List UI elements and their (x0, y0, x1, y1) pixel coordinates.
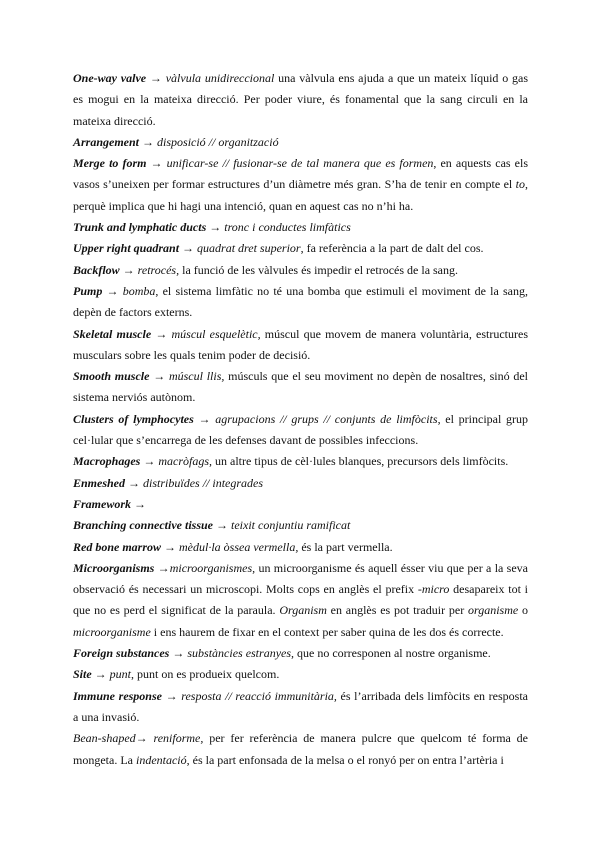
definition: , fa referència a la part de dalt del cos. (300, 241, 484, 256)
entry-pump (73, 281, 528, 324)
translation: microorganismes, (169, 560, 256, 575)
definition: múscul que movem de manera voluntària, estructures musculars sobre les quals tenim poder de decisió. (73, 326, 528, 362)
entry-immune-response (73, 686, 528, 729)
term: Trunk and lymphatic ducts (73, 220, 207, 235)
arrow: → (140, 454, 159, 469)
arrow: → (135, 731, 154, 746)
translation: reniforme, (153, 731, 204, 746)
italic-word: Organism (279, 603, 327, 618)
translation: agrupacions // grups // conjunts de limfòcits (215, 411, 438, 426)
term: Smooth muscle (73, 369, 150, 384)
definition-tail: desapareix tot i que no es perd el significat de la paraula. (73, 582, 528, 618)
arrow: → (193, 411, 216, 426)
entry-backflow (73, 260, 528, 281)
arrow: → (179, 241, 198, 256)
definition-tail: , perquè implica que hi hagi una intenció, quan en aquest cas no n’hi ha. (73, 177, 528, 213)
arrow: → (125, 475, 144, 490)
term: Immune response (73, 688, 162, 703)
definition: és la part vermella. (298, 539, 393, 554)
entry-merge-to-form (73, 153, 528, 217)
definition: que no corresponen al nostre organisme. (294, 646, 491, 661)
translation: teixit conjuntiu ramificat (231, 518, 351, 533)
italic-word: micro (421, 582, 450, 597)
definition: la funció de les vàlvules és impedir el retrocés de la sang. (179, 262, 459, 277)
entry-site (73, 664, 528, 685)
arrow: → (146, 71, 166, 85)
italic-word: microorganisme (73, 624, 151, 639)
arrow: → (151, 326, 172, 341)
term: Macrophages (73, 454, 141, 469)
translation: bomba (122, 283, 156, 298)
translation: resposta // reacció immunitària, (181, 688, 337, 703)
entry-branching-connective-tissue (73, 515, 528, 536)
term: One-way valve (73, 71, 147, 85)
term: Upper right quadrant (73, 241, 180, 256)
definition-tail: en anglès es pot traduir per (326, 603, 468, 618)
translation: quadrat dret superior (197, 241, 301, 256)
translation: disposició // organització (157, 134, 279, 149)
entry-bean-shaped (73, 728, 528, 771)
entry-clusters-of-lymphocytes (73, 409, 528, 452)
translation: macròfags, (158, 454, 213, 469)
entry-foreign-substances (73, 643, 528, 664)
entry-macrophages (73, 451, 528, 472)
definition: , en aquests cas els vasos s’uneixen per formar estructures d’un diàmetre més gran. S’ha de tenir en compte el (73, 156, 529, 192)
term: Branching connective tissue (73, 518, 214, 533)
translation: tronc i conductes limfàtics (224, 220, 351, 235)
definition: per fer referència de manera pulcre que quelcom té forma de mongeta. La (73, 731, 529, 767)
entry-framework (73, 494, 528, 515)
arrow: → (119, 262, 138, 277)
term: Framework (73, 496, 132, 511)
term: Clusters of lymphocytes (73, 411, 194, 426)
term: Pump (73, 283, 103, 298)
translation: mèdul·la òssea vermella, (179, 539, 299, 554)
translation: distribuïdes // integrades (143, 475, 264, 490)
arrow: → (131, 496, 147, 511)
definition: un altre tipus de cèl·lules blanques, precursors dels limfòcits. (212, 454, 509, 469)
term: Bean-shaped (73, 731, 136, 746)
translation: unificar-se // fusionar-se de tal manera que es formen (166, 156, 434, 171)
arrow: → (149, 369, 169, 384)
definition: , el principal grup cel·lular que s’encarrega de les defenses davant de possibles infeccions. (73, 411, 529, 448)
definition: , punt on es produeix quelcom. (131, 667, 280, 682)
arrow: → (146, 156, 167, 171)
definition: és l’arribada dels limfòcits en resposta a una invasió. (73, 688, 528, 724)
entry-arrangement (73, 132, 528, 153)
translation: punt (109, 667, 132, 682)
definition-tail: i ens haurem de fixar en el context per saber quina de les dos és correcte. (150, 624, 504, 639)
arrow: → (169, 646, 188, 661)
entry-trunk-lymphatic-ducts (73, 217, 528, 238)
italic-word: organisme (467, 603, 519, 618)
translation: retrocés, (137, 262, 180, 277)
entry-one-way-valve (73, 68, 528, 132)
term: Merge to form (73, 156, 147, 171)
entry-enmeshed (73, 473, 528, 494)
definition: , el sistema limfàtic no té una bomba que estimuli el moviment de la sang, depèn de factors externs. (73, 283, 529, 320)
translation: múscul llis, (168, 369, 225, 384)
term: Backflow (73, 262, 120, 277)
definition-tail: , és la part enfonsada de la melsa o el ronyó per on entra l’artèria i (186, 752, 504, 767)
entry-upper-right-quadrant (73, 238, 528, 259)
term: Red bone marrow (73, 539, 162, 554)
term: Arrangement (73, 134, 140, 149)
definition: una vàlvula ens ajuda a que un mateix líquid o gas es mogui en la mateixa direcció. Per poder viure, és fonamental que la sang circuli en la mateixa direcció. (73, 71, 529, 128)
entry-red-bone-marrow (73, 537, 528, 558)
translation: substàncies estranyes, (187, 646, 295, 661)
arrow: → (91, 667, 110, 682)
term: Skeletal muscle (73, 326, 152, 341)
term: Foreign substances (73, 646, 170, 661)
translation: vàlvula unidireccional (165, 71, 275, 85)
entry-microorganisms (73, 558, 528, 643)
arrow: → (154, 560, 170, 575)
entry-smooth-muscle (73, 366, 528, 409)
definition-tail: o (518, 603, 529, 618)
arrow: → (139, 134, 158, 149)
arrow: → (102, 283, 123, 298)
term: Microorganisms (73, 560, 155, 575)
term: Enmeshed (73, 475, 126, 490)
arrow: → (161, 688, 182, 703)
definition: músculs que el seu moviment no depèn de nosaltres, sinó del sistema nerviós autònom. (73, 369, 528, 405)
entry-skeletal-muscle (73, 324, 528, 367)
italic-word: to (515, 177, 525, 192)
arrow: → (213, 518, 232, 533)
translation: múscul esquelètic, (171, 326, 261, 341)
definition: un microorganisme és aquell ésser viu que per a la seva observació és necessari un microscopi. Molts cops en anglès el prefix - (73, 560, 529, 597)
arrow: → (161, 539, 180, 554)
arrow: → (206, 220, 225, 235)
italic-word: indentació (135, 752, 187, 767)
term: Site (73, 667, 92, 682)
